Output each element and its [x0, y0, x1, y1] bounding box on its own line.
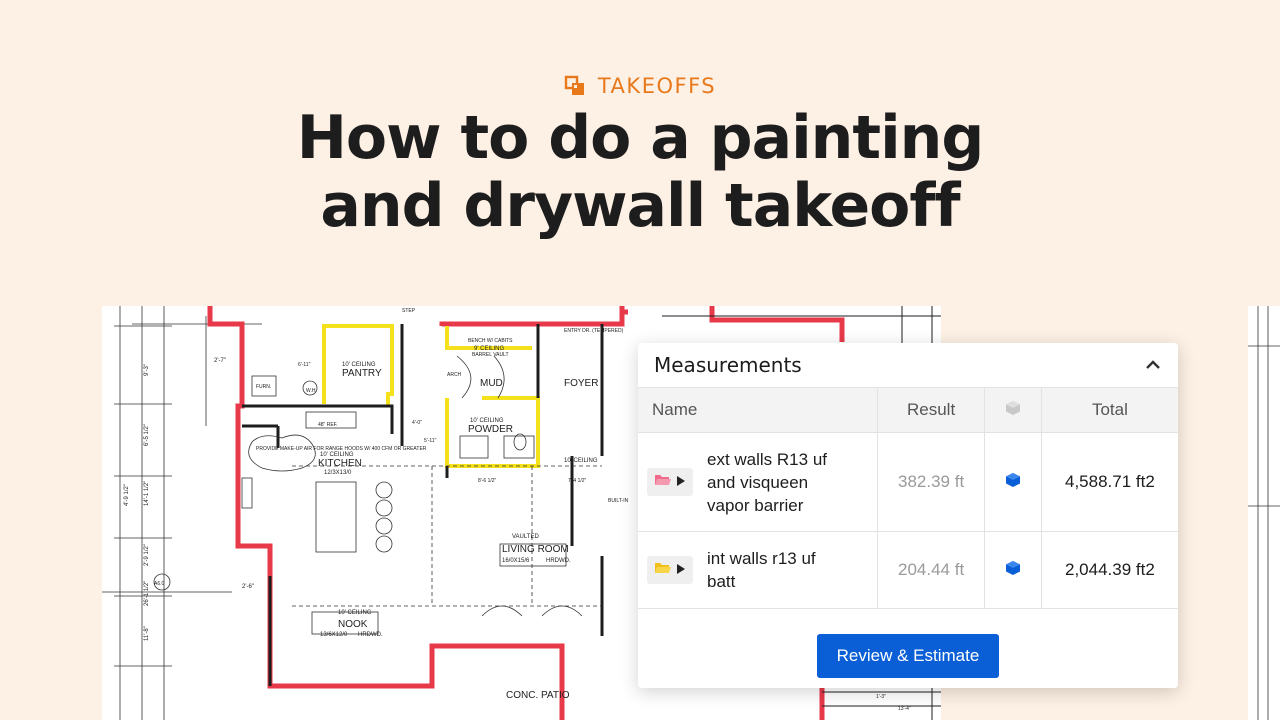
- page-title: [0, 104, 1280, 240]
- folder-icon: [654, 560, 672, 580]
- button-row: [638, 609, 1178, 678]
- svg-text:1'-3": 1'-3": [876, 694, 886, 700]
- svg-text:CONC. PATIO: CONC. PATIO: [506, 690, 570, 701]
- takeoffs-kicker: [0, 74, 1280, 98]
- svg-text:14'-1 1/2": 14'-1 1/2": [144, 480, 150, 506]
- svg-text:HRDWD.: HRDWD.: [358, 632, 383, 638]
- review-estimate-button[interactable]: Review & Estimate: [817, 634, 999, 678]
- table-row[interactable]: [638, 433, 1178, 532]
- svg-text:10' CEILING: 10' CEILING: [470, 418, 504, 424]
- kicker-label: TAKEOFFS: [597, 74, 717, 98]
- measurements-table: [638, 388, 1178, 609]
- type-cell: [984, 433, 1041, 532]
- svg-text:4'-9 1/2": 4'-9 1/2": [124, 484, 130, 506]
- table-header-row: [638, 388, 1178, 433]
- svg-text:26'-1 1/2": 26'-1 1/2": [144, 580, 150, 606]
- svg-text:12/3X13/0: 12/3X13/0: [324, 470, 352, 476]
- play-icon: [676, 472, 686, 492]
- svg-text:BENCH W/ CABITS: BENCH W/ CABITS: [468, 338, 513, 344]
- column-result[interactable]: Result: [878, 388, 985, 433]
- svg-text:9'-3": 9'-3": [144, 364, 150, 376]
- svg-text:6'-11": 6'-11": [298, 362, 311, 368]
- svg-text:5'-11": 5'-11": [424, 438, 437, 444]
- measurement-name: int walls r13 uf batt: [707, 549, 816, 591]
- row-name-cell: [638, 532, 878, 609]
- title-line-2: and drywall takeoff: [320, 171, 960, 241]
- svg-text:13'-4": 13'-4": [898, 706, 911, 712]
- total-value: 2,044.39 ft2: [1041, 532, 1178, 609]
- svg-text:8'-6 1/2": 8'-6 1/2": [478, 478, 497, 484]
- svg-text:PROVIDE MAKE-UP AIR FOR RANGE: PROVIDE MAKE-UP AIR FOR RANGE HOODS W/ 400 CFM OR GREATER: [256, 446, 427, 452]
- svg-text:MUD: MUD: [480, 378, 503, 389]
- svg-text:HRDWD.: HRDWD.: [546, 558, 571, 564]
- svg-text:W.H.: W.H.: [306, 388, 317, 394]
- svg-text:2'-7": 2'-7": [214, 358, 226, 364]
- exterior-walls-highlight: [210, 306, 628, 720]
- plan-walls: [242, 324, 602, 686]
- svg-text:VAULTED: VAULTED: [512, 534, 539, 540]
- svg-text:10' CEILING: 10' CEILING: [564, 458, 598, 464]
- measurements-panel: [638, 343, 1178, 688]
- svg-text:2'-6": 2'-6": [242, 584, 254, 590]
- table-row[interactable]: [638, 532, 1178, 609]
- measurement-name: ext walls R13 uf and visqueen vapor barrier: [707, 449, 827, 515]
- svg-text:A6.0: A6.0: [154, 581, 165, 587]
- svg-text:ARCH: ARCH: [447, 372, 462, 378]
- svg-text:POWDER: POWDER: [468, 424, 513, 435]
- column-type[interactable]: [984, 388, 1041, 433]
- column-name[interactable]: Name: [638, 388, 878, 433]
- svg-text:STEP: STEP: [402, 308, 416, 314]
- cube-icon: [1004, 562, 1022, 581]
- folder-toggle-button[interactable]: [647, 468, 693, 496]
- row-name-cell: [638, 433, 878, 532]
- svg-text:FOYER: FOYER: [564, 378, 599, 389]
- svg-text:10' CEILING: 10' CEILING: [342, 362, 376, 368]
- svg-text:10' CEILING: 10' CEILING: [320, 452, 354, 458]
- interior-walls-highlight: [324, 326, 538, 466]
- svg-text:11'-8": 11'-8": [144, 626, 150, 641]
- svg-text:16/0X15/6: 16/0X15/6: [502, 558, 530, 564]
- svg-text:48" REF.: 48" REF.: [318, 422, 338, 428]
- svg-text:4'-0": 4'-0": [412, 420, 422, 426]
- takeoffs-logo-icon: [564, 75, 586, 97]
- svg-text:FURN.: FURN.: [256, 384, 272, 390]
- play-icon: [676, 560, 686, 580]
- panel-title: Measurements: [654, 353, 802, 377]
- ceiling-labels: [320, 346, 598, 638]
- chevron-up-icon[interactable]: [1144, 356, 1162, 374]
- total-value: 4,588.71 ft2: [1041, 433, 1178, 532]
- cube-icon: [1004, 402, 1022, 421]
- svg-text:NOOK: NOOK: [338, 619, 368, 630]
- svg-text:KITCHEN: KITCHEN: [318, 458, 362, 469]
- title-line-1: How to do a painting: [296, 103, 984, 173]
- type-cell: [984, 532, 1041, 609]
- svg-text:9' CEILING: 9' CEILING: [474, 346, 505, 352]
- svg-text:10' CEILING: 10' CEILING: [338, 610, 372, 616]
- folder-icon: [654, 472, 672, 492]
- svg-text:6'-5 1/2": 6'-5 1/2": [144, 424, 150, 446]
- svg-text:LIVING ROOM: LIVING ROOM: [502, 544, 569, 555]
- dimension-labels: [124, 358, 254, 641]
- result-value: 204.44 ft: [878, 532, 985, 609]
- result-value: 382.39 ft: [878, 433, 985, 532]
- svg-text:7'-4 1/2": 7'-4 1/2": [568, 478, 587, 484]
- svg-text:BARREL VAULT: BARREL VAULT: [472, 352, 509, 358]
- svg-text:13/6X12/0: 13/6X12/0: [320, 632, 348, 638]
- folder-toggle-button[interactable]: [647, 556, 693, 584]
- svg-text:BUILT-IN: BUILT-IN: [608, 498, 629, 504]
- svg-text:2'-9 1/2": 2'-9 1/2": [144, 544, 150, 566]
- svg-text:ENTRY DR. (TEMPERED): ENTRY DR. (TEMPERED): [564, 328, 624, 334]
- room-labels: [318, 368, 598, 701]
- panel-header: [638, 343, 1178, 388]
- floor-plan-edge: [1248, 306, 1280, 720]
- cube-icon: [1004, 474, 1022, 493]
- column-total[interactable]: Total: [1041, 388, 1178, 433]
- svg-text:PANTRY: PANTRY: [342, 368, 382, 379]
